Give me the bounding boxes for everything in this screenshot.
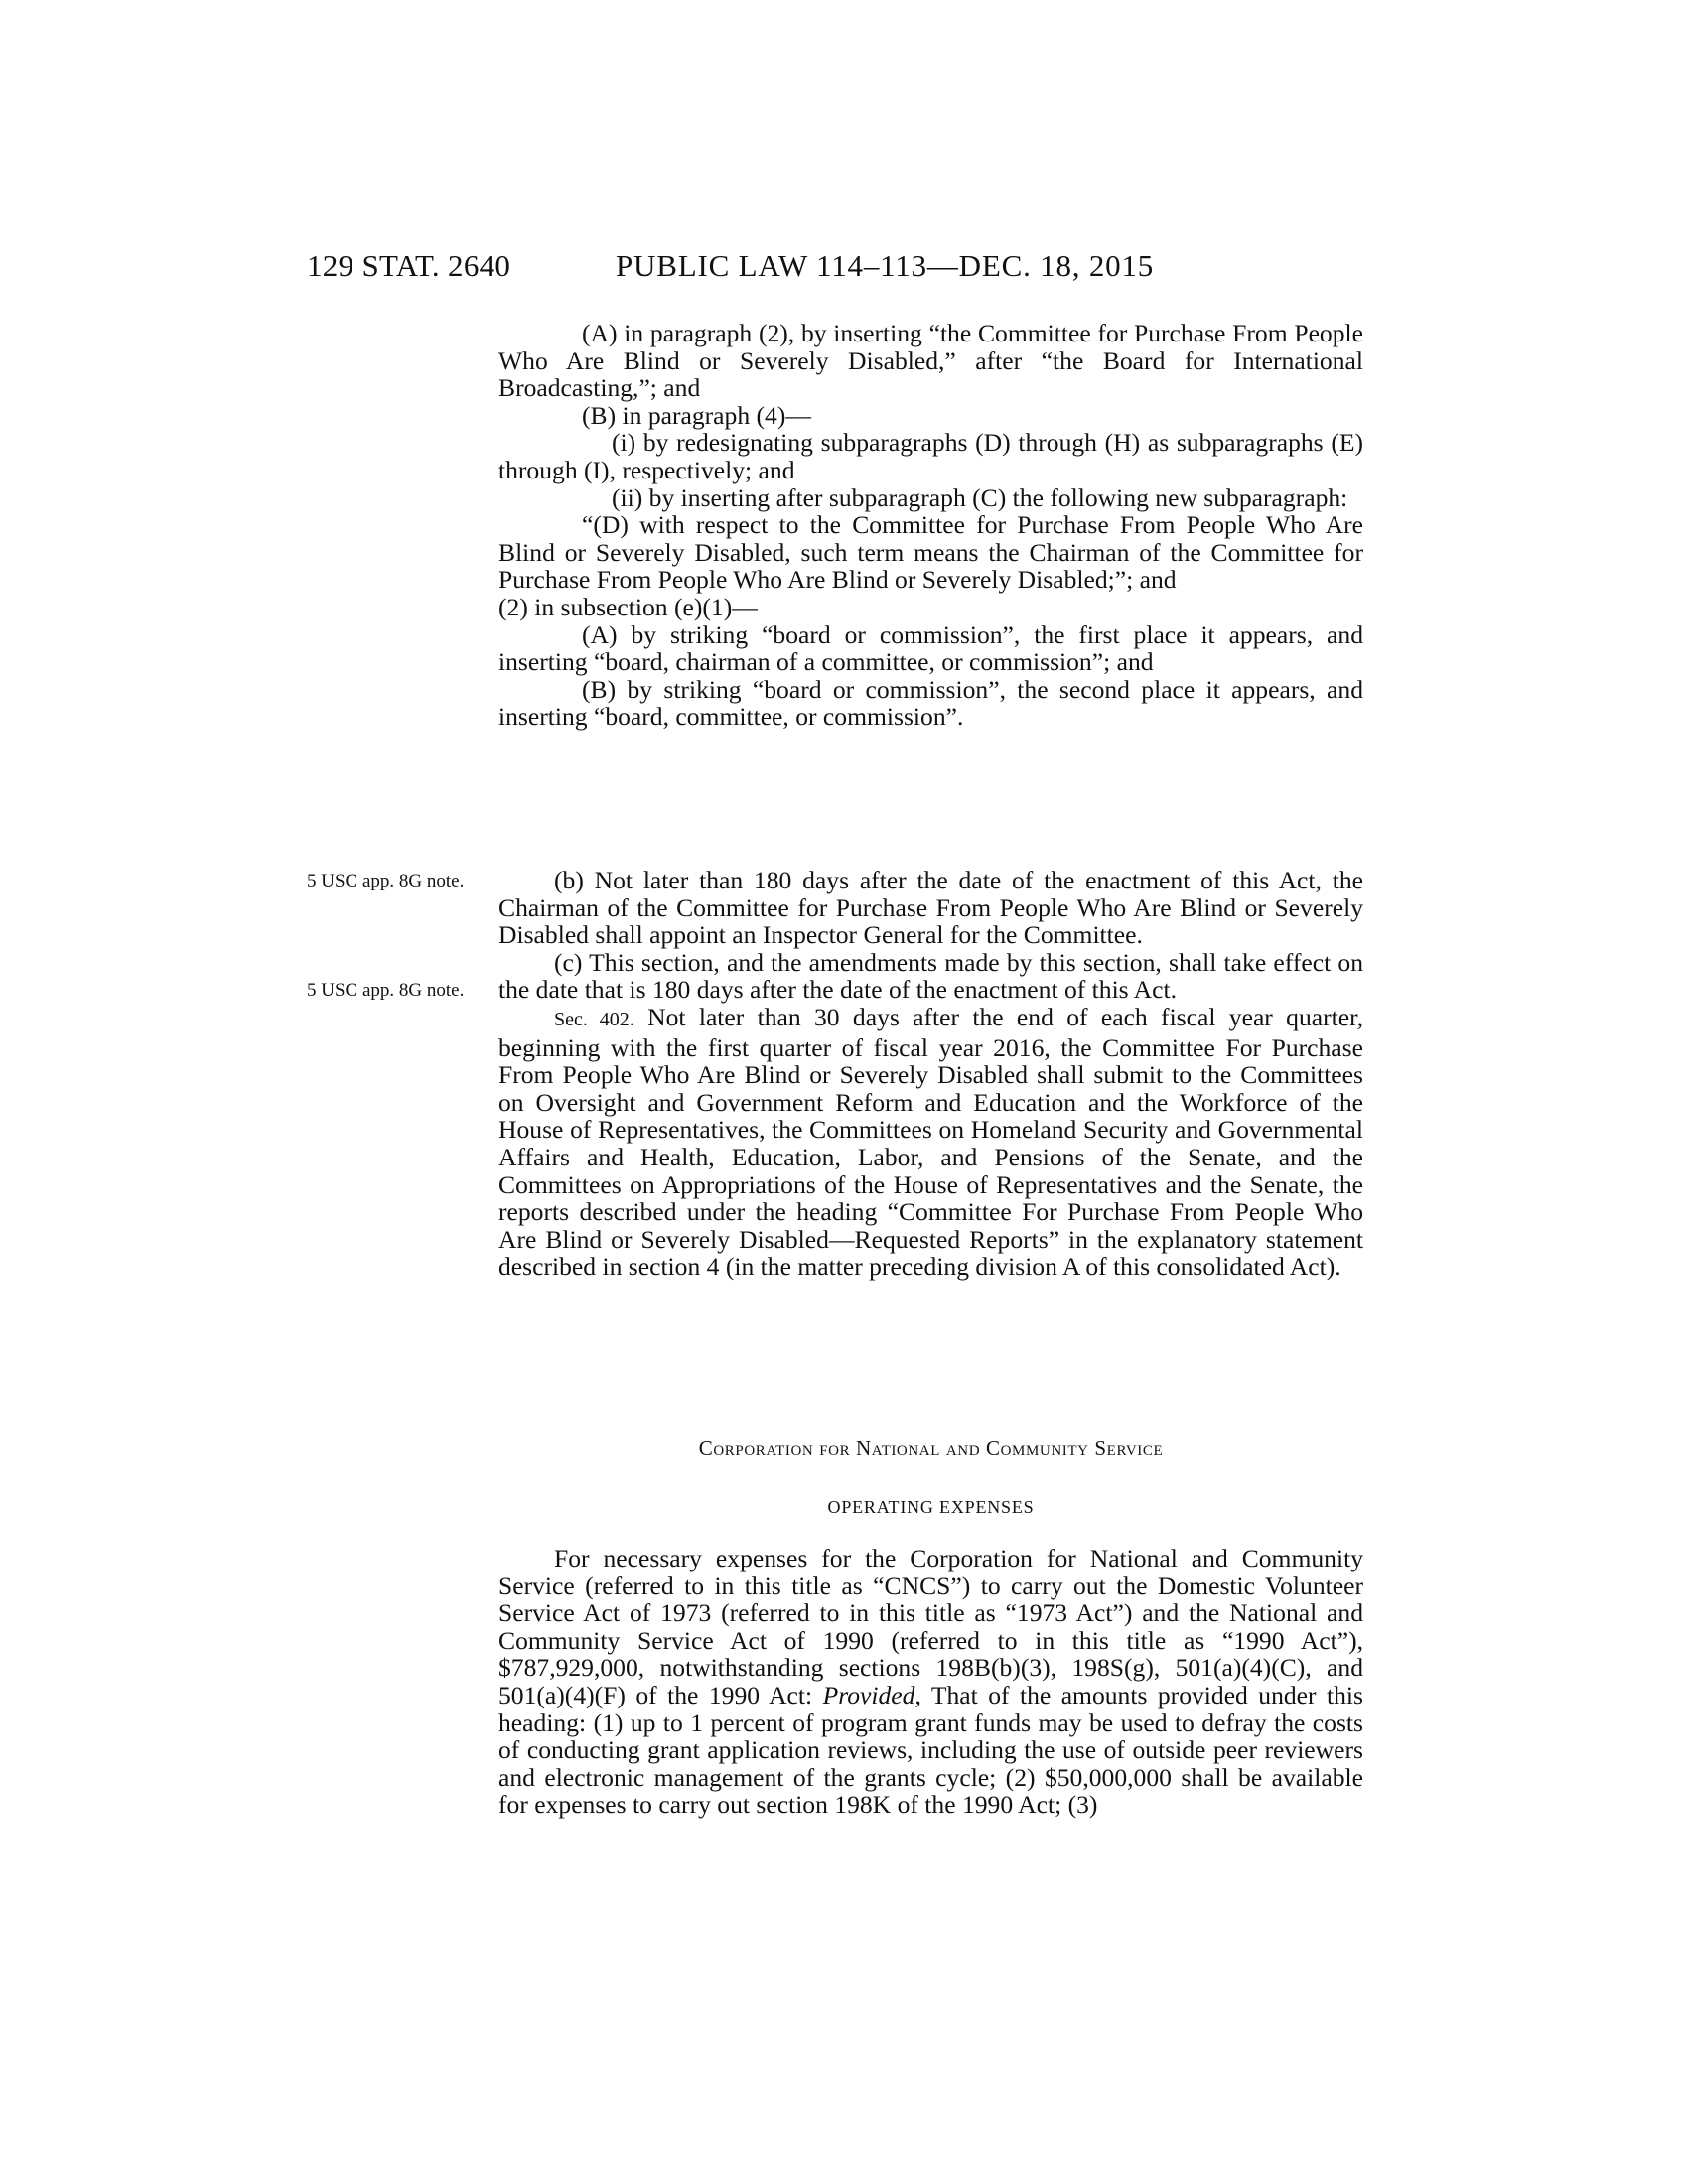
- statute-citation: 129 STAT. 2640: [307, 248, 511, 283]
- appropriation-paragraph: [498, 1545, 1363, 1819]
- amendment-item: (B) in paragraph (4)—: [582, 400, 811, 430]
- subsection-b: (b) Not later than 180 days after the date of the enactment of this Act, the Chairman of the Committee for Purchase From People Who Are Blind or Severely Disabled shall appoint an Inspector General for the Committee.: [498, 866, 1363, 950]
- amendment-item: (A) in paragraph (2), by inserting “the Committee for Purchase From People Who Are Blind or Severely Disabled,” after “the Board for International Broadcasting,”; and: [498, 319, 1363, 403]
- amendment-item: (A) by striking “board or commission”, the first place it appears, and inserting “board, chairman of a committee, or commission”; and: [498, 619, 1363, 677]
- amendment-item: (i) by redesignating subparagraphs (D) through (H) as subparagraphs (E) through (I), respectively; and: [498, 428, 1363, 484]
- appropriation-text-continued: , That of the amounts provided under this heading: (1) up to 1 percent of program grant funds may be used to defray the costs of conducting grant application reviews, including the use of outside peer reviewers and electronic management of the grants cycle; (2) $50,000,000 shall be available for expenses to carry out section 198K of the 1990 Act; (3): [498, 1680, 1363, 1820]
- operating-expenses-body: [498, 1545, 1363, 1819]
- section-body: [498, 867, 1363, 1281]
- section-402: [498, 1004, 1363, 1281]
- appropriation-text: For necessary expenses for the Corporation for National and Community Service (referred to in this title as “CNCS”) to carry out the Domestic Volunteer Service Act of 1973 (referred to in this title as “1973 Act”) and the National and Community Service Act of 1990 (referred to in this title as “1990 Act”), $787,929,000, notwithstanding sections 198B(b)(3), 198S(g), 501(a)(4)(C), and 501(a)(4)(F) of the 1990 Act:: [498, 1544, 1363, 1709]
- subsection-c: (c) This section, and the amendments made by this section, shall take effect on the date that is 180 days after the date of the enactment of this Act.: [498, 947, 1363, 1005]
- margin-note: 5 USC app. 8G note.: [307, 980, 465, 1001]
- margin-note: 5 USC app. 8G note.: [307, 871, 465, 891]
- amendment-item: (B) by striking “board or commission”, the second place it appears, and inserting “board, committee, or commission”.: [498, 674, 1363, 732]
- inserted-subparagraph: “(D) with respect to the Committee for Purchase From People Who Are Blind or Severely Disabled, such term means the Chairman of the Committee for Purchase From People Who Are Blind or Severely Disabled;”; and: [498, 510, 1363, 595]
- section-text: Not later than 30 days after the end of each fiscal year quarter, beginning with the first quarter of fiscal year 2016, the Committee For Purchase From People Who Are Blind or Severely Disabled shall submit to the Committees on Oversight and Government Reform and Education and the Workforce of the House of Representatives, the Committees on Homeland Security and Governmental Affairs and Health, Education, Labor, and Pensions of the Senate, and the Committees on Appropriations of the House of Representatives and the Senate, the reports described under the heading “Committee For Purchase From People Who Are Blind or Severely Disabled—Requested Reports” in the explanatory statement described in section 4 (in the matter preceding division A of this consolidated Act).: [498, 1002, 1363, 1282]
- page-header: [0, 242, 1688, 290]
- agency-heading: Corporation for National and Community Service: [698, 1436, 1164, 1460]
- section-label: Sec. 402.: [554, 1008, 634, 1030]
- amendment-item: (2) in subsection (e)(1)—: [498, 592, 758, 621]
- amendment-item: (ii) by inserting after subparagraph (C) the following new subparagraph:: [612, 482, 1348, 512]
- amendment-list: [498, 320, 1363, 731]
- running-head: PUBLIC LAW 114–113—DEC. 18, 2015: [616, 248, 1155, 283]
- proviso-italic: Provided: [822, 1680, 915, 1709]
- account-heading: OPERATING EXPENSES: [827, 1497, 1035, 1517]
